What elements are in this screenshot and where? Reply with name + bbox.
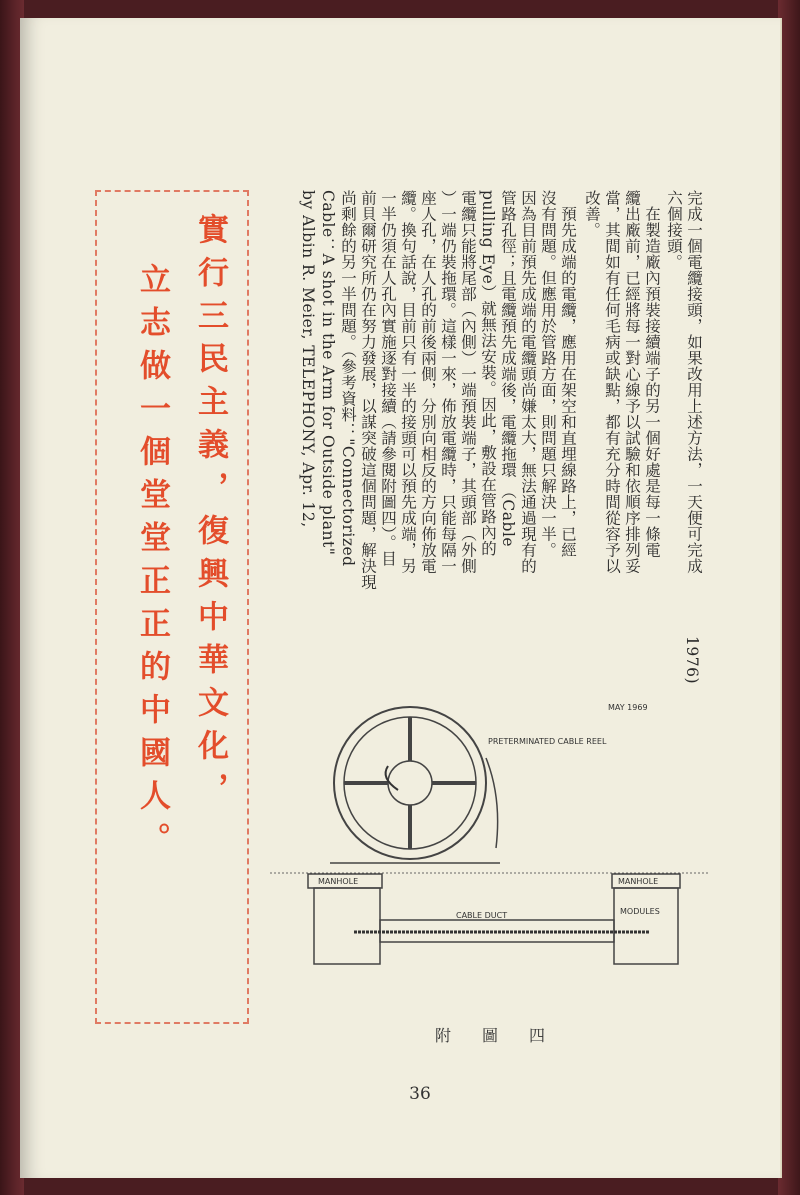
slogan-line-2: 立志做一個堂堂正正的中國人。	[134, 263, 170, 865]
cable-reel-figure	[270, 698, 710, 988]
text-column-16: 一半仍須在人孔內實施逐對接續（請參閱附圖四）。目	[379, 190, 397, 567]
text-column-17: 前貝爾研究所仍在努力發展，以謀突破這個問題，解決現	[359, 190, 377, 590]
text-column-5: 當，其間如有任何毛病或缺點，都有充分時間從容予以	[603, 190, 621, 574]
year-note: 1976)	[683, 636, 701, 684]
text-column-14: 座人孔，在人孔的前後兩側，分別向相反的方向佈放電	[419, 190, 437, 574]
svg-text:MANHOLE: MANHOLE	[318, 877, 359, 886]
caption-char-2: 圖	[481, 1026, 498, 1045]
text-column-15: 纜。換句話說，目前只有一半的接頭可以預先成端，另	[399, 190, 417, 574]
manhole-left	[308, 874, 382, 964]
text-column-3: 在製造廠內預裝接續端子的另一個好處是每一條電	[643, 190, 661, 558]
text-column-10: 管路孔徑；且電纜預先成端後，電纜拖環 （Cable	[499, 190, 517, 548]
text-column-9: 因為目前預先成端的電纜頭尚嫌太大，無法通過現有的	[519, 190, 537, 574]
text-column-4: 纜出廠前，已經將每一對心線予以試驗和依順序排列妥	[623, 190, 641, 574]
page-number: 36	[409, 1084, 431, 1104]
text-column-1: 完成一個電纜接頭，如果改用上述方法，一天便可完成	[685, 190, 703, 574]
text-column-7: 預先成端的電纜，應用在架空和直埋線路上，已經	[559, 190, 577, 558]
figure-date-label: MAY 1969	[608, 703, 648, 712]
slogan-line-1: 實行三民主義，復興中華文化，	[192, 213, 228, 815]
caption-char-1: 附	[435, 1026, 452, 1045]
text-column-18: 尚剩餘的另一半問題。（參考資料："Connectorized	[339, 190, 357, 567]
book-cover-bottom	[0, 1177, 800, 1195]
reel-label: PRETERMINATED CABLE REEL	[488, 737, 607, 746]
svg-text:CABLE DUCT: CABLE DUCT	[456, 911, 508, 920]
text-column-11: pulling Eye）就無法安裝。因此，敷設在管路內的	[479, 190, 497, 557]
svg-text:MANHOLE: MANHOLE	[618, 877, 659, 886]
cable-reel-drawing	[330, 707, 500, 863]
text-column-2: 六個接頭。	[665, 190, 683, 270]
text-column-6: 改善。	[583, 190, 601, 238]
book-page	[20, 18, 780, 1178]
text-column-20: by Albin R. Meier, TELEPHONY, Apr. 12,	[299, 190, 317, 528]
manhole-right	[612, 874, 680, 964]
text-column-19: Cable：A shot in the Arm for Outside plant"	[319, 190, 337, 556]
text-column-8: 沒有問題。但應用於管路方面，則問題只解決一半。	[539, 190, 557, 558]
text-column-13: ）一端仍裝拖環。這樣一來，佈放電纜時，只能每隔一	[439, 190, 457, 574]
svg-text:MODULES: MODULES	[620, 907, 660, 916]
text-column-12: 電纜只能將尾部（內側）一端預裝端子，其頭部（外側	[459, 190, 477, 574]
figure-caption	[435, 1023, 545, 1046]
caption-char-3: 四	[528, 1026, 545, 1045]
